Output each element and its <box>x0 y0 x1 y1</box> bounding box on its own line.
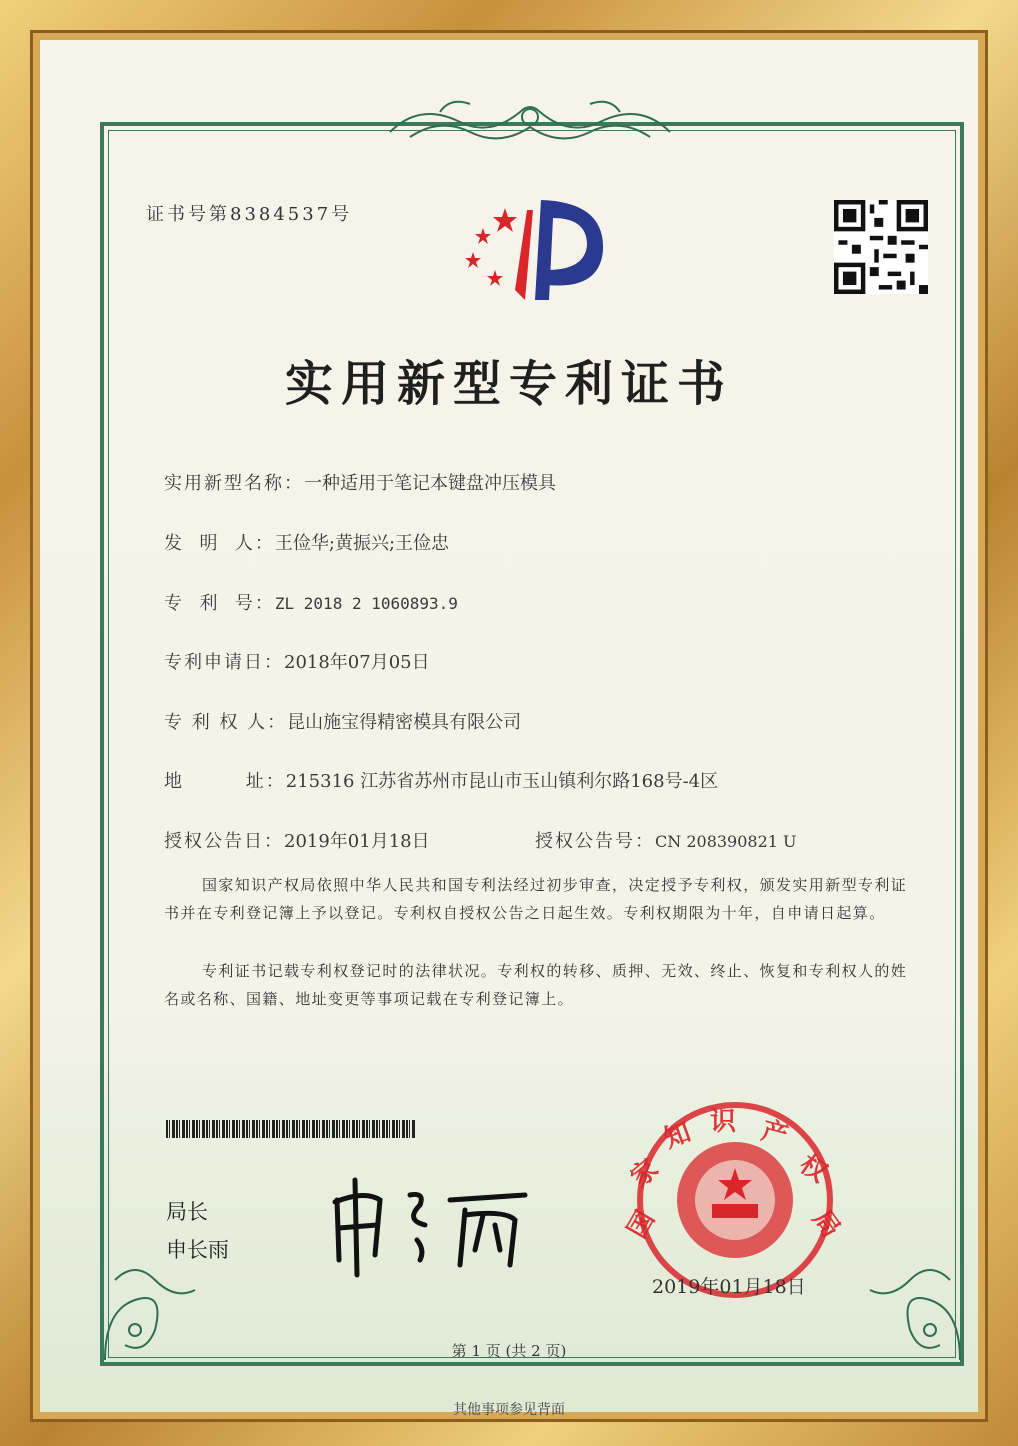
field-utility-name <box>164 469 556 495</box>
svg-text:权: 权 <box>793 1149 833 1189</box>
top-ornament <box>380 92 680 152</box>
handwritten-signature <box>325 1170 545 1280</box>
patent-emblem-icon <box>455 190 615 310</box>
svg-text:知: 知 <box>660 1117 695 1155</box>
patent-number-label: 专 利 号： <box>164 593 275 614</box>
director-name: 申长雨 <box>166 1238 229 1262</box>
barcode <box>166 1120 416 1138</box>
patentee-label: 专 利 权 人： <box>164 712 288 733</box>
svg-text:国: 国 <box>622 1205 662 1244</box>
inventor-value: 王俭华;黄振兴;王俭忠 <box>274 533 450 554</box>
body-paragraph-2: 专利证书记载专利权登记时的法律状况。专利权的转移、质押、无效、终止、恢复和专利权人的姓名或名称、国籍、地址变更等事项记载在专利登记簿上。 <box>164 962 908 1008</box>
field-grant-date <box>164 827 430 853</box>
address-label: 地 址： <box>164 771 286 792</box>
patent-number-value: ZL 2018 2 1060893.9 <box>274 594 458 613</box>
field-patentee <box>164 708 521 734</box>
filing-date-label: 专利申请日： <box>164 652 284 673</box>
bottom-note: 其他事项参见背面 <box>453 1402 565 1418</box>
address-value: 215316 江苏省苏州市昆山市玉山镇利尔路168号-4区 <box>285 771 719 792</box>
field-grant-number <box>535 827 797 853</box>
official-seal <box>620 1100 850 1300</box>
page-indicator: 第 1 页 (共 2 页) <box>451 1342 567 1360</box>
utility-name-label: 实用新型名称： <box>164 473 304 494</box>
body-paragraph-1: 国家知识产权局依照中华人民共和国专利法经过初步审查，决定授予专利权，颁发实用新型专利证书并在专利登记簿上予以登记。专利权自授权公告之日起生效。专利权期限为十年，自申请日起算。 <box>164 876 908 922</box>
field-inventor <box>164 529 449 555</box>
field-filing-date <box>164 648 430 674</box>
qr-code <box>834 200 928 294</box>
certificate-title: 实用新型专利证书 <box>284 356 733 412</box>
svg-text:产: 产 <box>758 1115 792 1152</box>
grant-date-label: 授权公告日： <box>164 831 284 852</box>
certificate-number: 证书号第8384537号 <box>146 204 353 225</box>
field-address <box>164 767 718 793</box>
utility-name-value: 一种适用于笔记本键盘冲压模具 <box>304 473 556 494</box>
filing-date-value: 2018年07月05日 <box>284 652 430 673</box>
grant-number-label: 授权公告号： <box>535 831 655 852</box>
svg-text:识: 识 <box>710 1107 737 1137</box>
inventor-label: 发 明 人： <box>164 533 275 554</box>
director-title: 局长 <box>166 1200 208 1224</box>
svg-text:局: 局 <box>806 1204 846 1244</box>
seal-date: 2019年01月18日 <box>652 1276 806 1298</box>
patentee-value: 昆山施宝得精密模具有限公司 <box>287 712 522 733</box>
grant-date-value: 2019年01月18日 <box>284 831 430 852</box>
svg-text:家: 家 <box>625 1153 665 1194</box>
field-patent-number <box>164 589 458 615</box>
grant-number-value: CN 208390821 U <box>655 832 797 851</box>
